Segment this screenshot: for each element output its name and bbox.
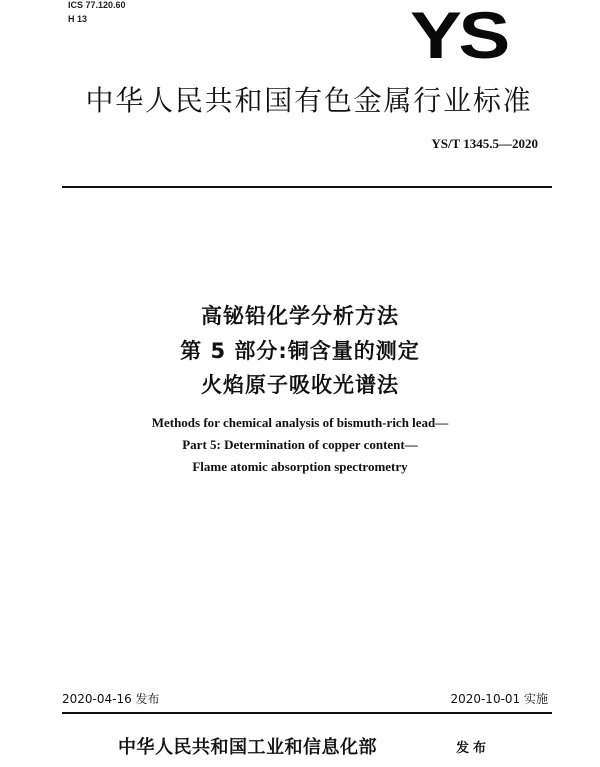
top-divider [62,186,552,188]
standard-type-title: 中华人民共和国有色金属行业标准 [85,84,533,117]
issued-label: 发布 [456,741,491,756]
english-title-line-1: Methods for chemical analysis of bismuth-rich lead— [151,415,449,430]
chinese-title-line-3: 火焰原子吸收光谱法 [201,373,399,397]
ccs-code: H 13 [68,14,88,24]
english-title-line-3: Flame atomic absorption spectrometry [192,459,408,474]
issue-date: 2020-04-16 发布 [62,692,160,706]
english-title-line-2: Part 5: Determination of copper content— [182,437,418,452]
ics-code: ICS 77.120.60 [68,0,126,10]
implementation-date: 2020-10-01 实施 [450,692,548,706]
standard-number: YS/T 1345.5—2020 [431,136,538,151]
bottom-divider [62,712,552,714]
chinese-title-line-1: 高铋铅化学分析方法 [201,304,399,328]
issuing-authority: 中华人民共和国工业和信息化部 [118,737,377,758]
ys-logo: YS [410,0,507,72]
chinese-title-line-2: 第 5 部分:铜含量的测定 [180,339,420,363]
